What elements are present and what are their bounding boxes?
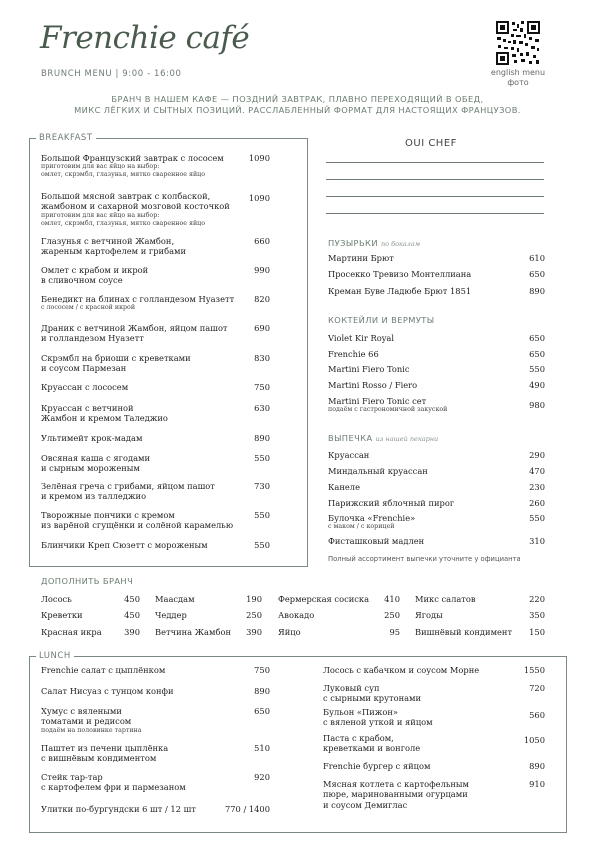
drink-price: 890 <box>529 286 545 296</box>
lunch-item <box>323 779 493 810</box>
addon-name: Авокадо <box>278 610 315 620</box>
lunch-item-name: пюре, маринованными огурцами <box>323 789 468 800</box>
item-name: Скрэмбл на бриоши с креветками <box>41 353 191 363</box>
drink-price: 650 <box>529 333 545 343</box>
lunch-item-name: Бульон «Пижон» <box>323 707 399 717</box>
item-name: Бенедикт на блинах с голландезом Нуазетт <box>41 294 235 304</box>
item-name: Жамбон и кремом Таледжио <box>41 413 168 424</box>
item-description: омлет, скрэмбл, глазунья, мятко сваренное яйцо <box>41 219 205 227</box>
addon-price: 410 <box>384 594 400 604</box>
bakery-price: 230 <box>529 482 545 492</box>
oui-chef-line <box>326 179 544 180</box>
lunch-item-name: Мясная котлета с картофельным <box>323 779 469 789</box>
drink-item <box>328 396 447 414</box>
lunch-item-price: 560 <box>529 710 545 720</box>
item-name: Большой мясной завтрак с колбаской, <box>41 191 211 201</box>
addon-name: Креветки <box>41 610 83 620</box>
menu-item <box>41 510 246 531</box>
lunch-item <box>323 683 493 704</box>
intro-line-1: БРАНЧ В НАШЕМ КАФЕ — ПОЗДНИЙ ЗАВТРАК, ПЛАВНО ПЕРЕХОДЯЩИЙ В ОБЕД, <box>111 94 484 104</box>
drink-price: 610 <box>529 253 545 263</box>
addon-price: 450 <box>124 610 140 620</box>
menu-item <box>41 453 241 474</box>
menu-item <box>41 236 241 257</box>
addon-price: 250 <box>384 610 400 620</box>
bakery-note: из нашей пекарни <box>375 435 439 443</box>
addon-price: 220 <box>529 594 545 604</box>
item-name: Круассан с ветчиной <box>41 403 134 413</box>
bakery-name: Парижский яблочный пирог <box>328 498 455 508</box>
item-name: в сливочном соусе <box>41 275 123 286</box>
drink-price: 980 <box>529 400 545 410</box>
menu-item <box>41 382 241 392</box>
intro-line-2: МИКС ЛЁГКИХ И СЫТНЫХ ПОЗИЦИЙ. РАССЛАБЛЕННЫЙ ФОРМАТ ДЛЯ НАСТОЯЩИХ ФРАНЦУЗОВ. <box>74 104 521 115</box>
oui-chef-line <box>326 196 544 197</box>
oui-chef-line <box>326 213 544 214</box>
drink-price: 550 <box>529 364 545 374</box>
menu-item <box>41 265 241 286</box>
lunch-item-name: Frenchie бургер с яйцом <box>323 761 431 771</box>
addon-price: 190 <box>246 594 262 604</box>
drink-name: Violet Kir Royal <box>328 333 395 343</box>
drink-name: Креман Буве Ладюбе Брют 1851 <box>328 286 472 296</box>
bakery-name: Булочка «Frenchie» <box>328 513 416 523</box>
lunch-item-name: и соусом Демиглас <box>323 799 408 810</box>
lunch-item-price: 720 <box>529 683 545 693</box>
lunch-item-name: Стейк тар-тар <box>41 772 103 782</box>
item-name: Драник с ветчиной Жамбон, яйцом пашот <box>41 323 228 333</box>
bakery-price: 260 <box>529 498 545 508</box>
bakery-title <box>328 433 438 443</box>
addon-name: Ягоды <box>415 610 443 620</box>
item-name: Творожные пончики с кремом <box>41 510 175 520</box>
bubbles-title-text: ПУЗЫРЬКИ <box>328 238 378 248</box>
lunch-item-name: Луковый суп <box>323 683 380 693</box>
item-price: 750 <box>254 382 270 392</box>
addon-name: Маасдам <box>155 594 195 604</box>
item-price: 550 <box>254 453 270 463</box>
bakery-price: 550 <box>529 513 545 523</box>
drink-name: Frenchie 66 <box>328 349 379 359</box>
menu-item <box>41 403 241 424</box>
addon-price: 350 <box>529 610 545 620</box>
menu-item <box>41 353 241 374</box>
item-name: и кремом из талледжио <box>41 491 147 502</box>
bakery-name: Миндальный круассан <box>328 466 428 476</box>
item-price: 820 <box>254 294 270 304</box>
lunch-item <box>323 707 493 728</box>
lunch-item-name: Салат Нисуаз с тунцом конфи <box>41 686 174 696</box>
lunch-item-name: Улитки по-бургундски 6 шт / 12 шт <box>41 804 196 814</box>
item-description: приготовим для вас яйцо на выбор: <box>41 211 160 219</box>
lunch-item-price: 920 <box>254 772 270 782</box>
lunch-item-price: 510 <box>254 743 270 753</box>
lunch-item <box>41 743 241 764</box>
item-price: 730 <box>254 481 270 491</box>
item-name: Глазунья с ветчиной Жамбон, <box>41 236 175 246</box>
menu-hours: BRUNCH MENU | 9:00 - 16:00 <box>41 69 182 79</box>
item-description: с лососем / с красной икрой <box>41 304 136 312</box>
menu-item <box>41 153 241 179</box>
drink-price: 650 <box>529 349 545 359</box>
bakery-name: Круассан <box>328 450 370 460</box>
item-name: и соусом Пармезан <box>41 363 127 374</box>
lunch-item-price: 750 <box>254 665 270 675</box>
drink-description: подаём с гастрономичной закуской <box>328 406 448 414</box>
bakery-price: 310 <box>529 536 545 546</box>
item-name: и сырным мороженым <box>41 463 140 474</box>
lunch-item-price: 1050 <box>523 735 545 745</box>
bakery-name: Канеле <box>328 482 360 492</box>
lunch-item-price: 910 <box>529 779 545 789</box>
lunch-item <box>41 772 241 793</box>
drink-name: Martini Fiero Tonic <box>328 364 410 374</box>
menu-item <box>41 540 241 550</box>
addon-name: Лосось <box>41 594 72 604</box>
menu-item <box>41 323 241 344</box>
addon-name: Микс салатов <box>415 594 476 604</box>
item-name: из варёной сгущёнки и солёной карамелью <box>41 520 234 531</box>
bakery-title-text: ВЫПЕЧКА <box>328 433 373 443</box>
addon-price: 95 <box>389 627 400 637</box>
cafe-logo: Frenchie café <box>40 20 250 56</box>
item-name: жареным картофелем и грибами <box>41 246 187 257</box>
item-description: приготовим для вас яйцо на выбор: <box>41 163 160 171</box>
menu-item <box>41 294 251 312</box>
item-name: Ультимейт крок-мадам <box>41 433 143 443</box>
lunch-item-name: Хумус с вялеными <box>41 706 122 716</box>
item-price: 660 <box>254 236 270 246</box>
addon-price: 450 <box>124 594 140 604</box>
lunch-item <box>41 706 241 735</box>
lunch-item-price: 890 <box>254 686 270 696</box>
drink-name: Martini Rosso / Fiero <box>328 380 418 390</box>
item-price: 990 <box>254 265 270 275</box>
drink-name: Мартини Брют <box>328 253 394 263</box>
lunch-item-name: Паста с крабом, <box>323 733 394 743</box>
menu-item <box>41 481 241 502</box>
oui-chef-line <box>326 162 544 163</box>
lunch-item-name: с вяленой уткой и яйцом <box>323 717 433 728</box>
addon-name: Ветчина Жамбон <box>155 627 231 637</box>
addon-price: 390 <box>124 627 140 637</box>
drink-name: Martini Fiero Tonic сет <box>328 396 427 406</box>
drink-price: 650 <box>529 269 545 279</box>
item-price: 1090 <box>248 153 270 163</box>
item-name: и голландезом Нуазетт <box>41 333 144 344</box>
bakery-name: Фисташковый мадлен <box>328 536 425 546</box>
item-name: Блинчики Креп Сюзетт с мороженым <box>41 540 208 550</box>
addon-price: 250 <box>246 610 262 620</box>
breakfast-title: BREAKFAST <box>36 133 96 143</box>
bubbles-note: по бокалам <box>380 240 421 248</box>
intro-text <box>30 94 565 115</box>
cocktails-title: КОКТЕЙЛИ И ВЕРМУТЫ <box>328 315 435 325</box>
lunch-item-price: 890 <box>529 761 545 771</box>
item-name: Омлет с крабом и икрой <box>41 265 149 275</box>
photo-label: фото <box>507 78 529 87</box>
lunch-item-price: 650 <box>254 706 270 716</box>
qr-caption <box>478 68 558 88</box>
english-menu-label: english menu <box>490 68 546 77</box>
bakery-price: 290 <box>529 450 545 460</box>
item-name: Овсяная каша с ягодами <box>41 453 151 463</box>
addons-title: ДОПОЛНИТЬ БРАНЧ <box>41 576 134 586</box>
bubbles-title <box>328 238 420 248</box>
bakery-description: с маком / с корицей <box>328 523 395 531</box>
menu-item <box>41 191 241 228</box>
lunch-item-description: подаём на половинке тартина <box>41 726 142 734</box>
item-description: омлет, скрэмбл, глазунья, мятко сваренное яйцо <box>41 171 205 179</box>
item-price: 690 <box>254 323 270 333</box>
lunch-item-name: креветками и вонголе <box>323 743 421 754</box>
addon-price: 150 <box>529 627 545 637</box>
addon-name: Яйцо <box>278 627 301 637</box>
qr-code-icon[interactable] <box>495 20 541 66</box>
lunch-item-name: Frenchie салат с цыплёнком <box>41 665 166 675</box>
lunch-item <box>323 733 493 754</box>
item-name: Круассан с лососем <box>41 382 129 392</box>
bakery-price: 470 <box>529 466 545 476</box>
item-name: Большой Французский завтрак с лососем <box>41 153 224 163</box>
item-price: 890 <box>254 433 270 443</box>
menu-item <box>41 433 241 443</box>
item-price: 830 <box>254 353 270 363</box>
drink-name: Просекко Тревизо Монтеллиана <box>328 269 472 279</box>
lunch-item-price: 770 / 1400 <box>224 804 270 814</box>
addon-name: Вишнёвый кондимент <box>415 627 513 637</box>
item-price: 550 <box>254 540 270 550</box>
item-price: 630 <box>254 403 270 413</box>
addon-price: 390 <box>246 627 262 637</box>
lunch-title: LUNCH <box>36 651 74 661</box>
bakery-footnote: Полный ассортимент выпечки уточните у официанта <box>328 555 521 563</box>
lunch-item-price: 1550 <box>523 665 545 675</box>
addon-name: Чеддер <box>155 610 187 620</box>
addon-name: Фермерская сосиска <box>278 594 370 604</box>
item-price: 1090 <box>248 193 270 203</box>
item-price: 550 <box>254 510 270 520</box>
lunch-item-name: Лосось с кабачком и соусом Морне <box>323 665 480 675</box>
item-name: Зелёная греча с грибами, яйцом пашот <box>41 481 215 491</box>
bakery-item <box>328 513 415 531</box>
lunch-item-name: томатами и редисом <box>41 716 132 727</box>
lunch-item-name: Паштет из печени цыплёнка <box>41 743 169 753</box>
addon-name: Красная икра <box>41 627 102 637</box>
lunch-item-name: с картофелем фри и пармезаном <box>41 782 186 793</box>
oui-chef-title: OUI CHEF <box>405 138 457 149</box>
lunch-item-name: с вишнёвым кондиментом <box>41 753 157 764</box>
drink-price: 490 <box>529 380 545 390</box>
lunch-item-name: с сырными крутонами <box>323 693 422 704</box>
item-name: жамбоном и сахарной мозговой косточкой <box>41 201 230 212</box>
